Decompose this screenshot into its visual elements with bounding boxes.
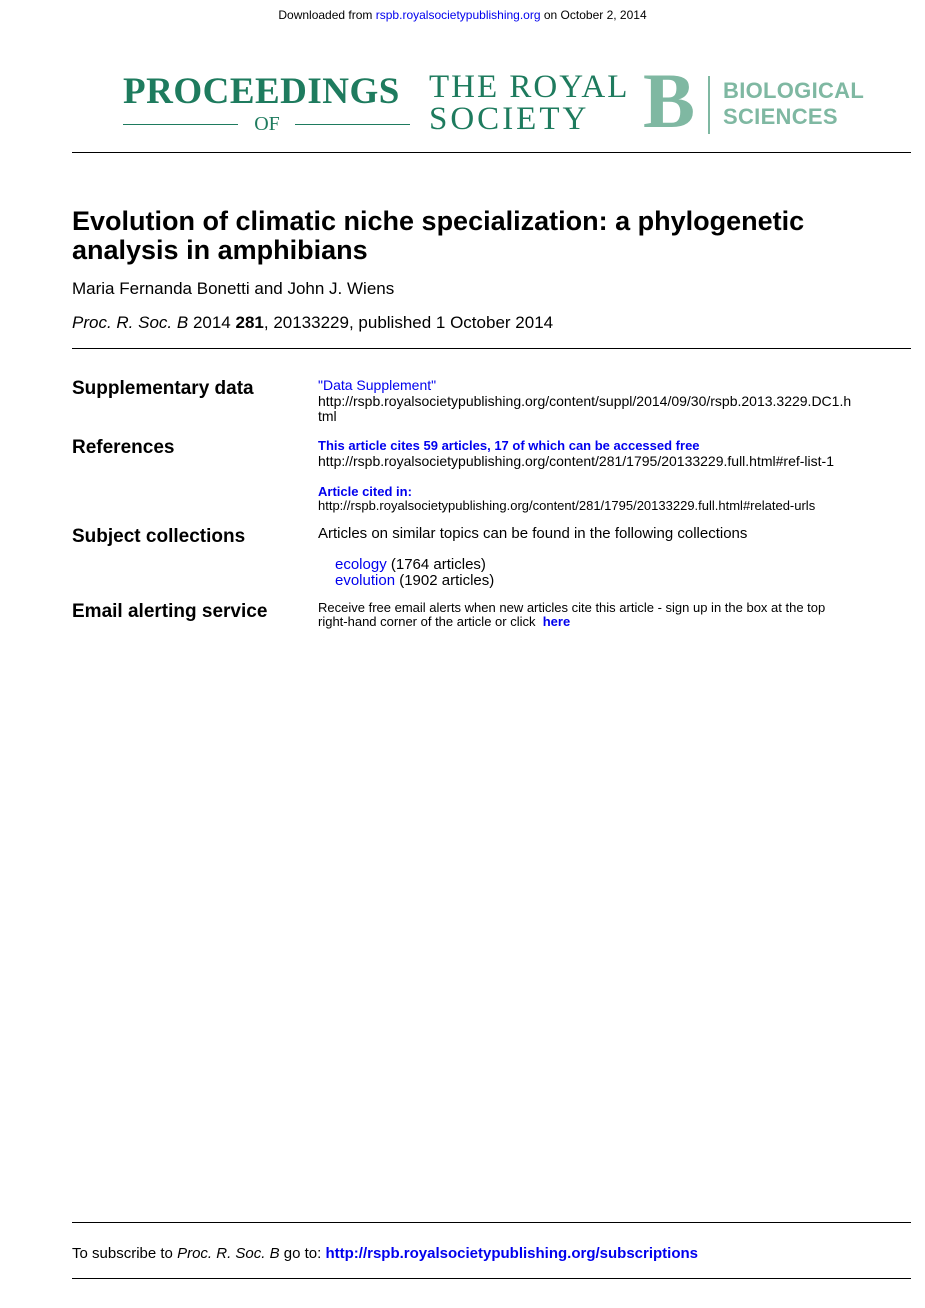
subscribe-journal: Proc. R. Soc. B	[177, 1245, 280, 1262]
collection-item	[335, 557, 486, 573]
email-alert-text: Receive free email alerts when new articles cite this article - sign up in the box at the top	[318, 600, 826, 615]
email-alerting-content	[318, 601, 825, 629]
references-url[interactable]: http://rspb.royalsocietypublishing.org/content/281/1795/20133229.full.html#ref-list-1	[318, 452, 834, 469]
citation-year: 2014	[192, 313, 231, 332]
article-citation	[72, 313, 553, 333]
download-notice	[0, 8, 925, 22]
subject-collections-heading: Subject collections	[72, 526, 246, 547]
header-divider	[72, 152, 911, 153]
cited-in-url[interactable]: http://rspb.royalsocietypublishing.org/content/281/1795/20133229.full.html#related-urls	[318, 498, 816, 513]
references-cites-link[interactable]: This article cites 59 articles, 17 of which can be accessed free	[318, 438, 700, 453]
collection-evolution-count: (1902 articles)	[399, 572, 495, 589]
data-supplement-link[interactable]: "Data Supplement"	[318, 377, 437, 393]
masthead-society: SOCIETY	[429, 101, 590, 137]
collection-item	[335, 573, 494, 589]
references-heading: References	[72, 437, 175, 458]
footer-divider-top	[72, 1222, 911, 1223]
masthead-sciences: SCIENCES	[723, 104, 838, 129]
citation-journal: Proc. R. Soc. B	[72, 313, 189, 332]
article-authors: Maria Fernanda Bonetti and John J. Wiens	[72, 279, 395, 298]
references-content	[318, 438, 834, 469]
masthead-separator	[708, 76, 710, 134]
masthead-the-royal: THE ROYAL	[429, 69, 630, 105]
citation-rest: , 20133229, published 1 October 2014	[263, 313, 554, 332]
masthead-of-rule-right	[295, 124, 410, 125]
cited-in-content	[318, 485, 815, 513]
cited-in-link[interactable]: Article cited in:	[318, 484, 412, 499]
collection-ecology-link[interactable]: ecology	[335, 556, 387, 573]
supplementary-url-cont[interactable]: tml	[318, 408, 337, 424]
masthead-proceedings: PROCEEDINGS	[123, 71, 400, 112]
masthead-biological-sciences	[723, 78, 864, 130]
subscribe-prefix: To subscribe to	[72, 1245, 173, 1262]
masthead-of-row	[123, 114, 410, 134]
download-source-link[interactable]: rspb.royalsocietypublishing.org	[375, 8, 541, 22]
supplementary-content	[318, 378, 851, 425]
masthead-of-rule-left	[123, 124, 238, 125]
email-alerting-heading: Email alerting service	[72, 601, 268, 622]
download-notice-prefix: Downloaded from	[278, 8, 373, 22]
collection-ecology-count: (1764 articles)	[390, 556, 486, 573]
subject-collections-intro: Articles on similar topics can be found in the following collections	[318, 525, 748, 542]
masthead-of: OF	[254, 113, 280, 135]
subscribe-link[interactable]: http://rspb.royalsocietypublishing.org/subscriptions	[325, 1245, 699, 1262]
article-title: Evolution of climatic niche specialization: a phylogenetic analysis in amphibians	[72, 206, 805, 265]
email-alert-here-link[interactable]: here	[542, 614, 571, 629]
masthead-b-letter: B	[643, 57, 696, 144]
masthead-biological: BIOLOGICAL	[723, 78, 865, 103]
collection-evolution-link[interactable]: evolution	[335, 572, 396, 589]
footer-divider-bottom	[72, 1278, 911, 1279]
subscribe-middle: go to:	[283, 1245, 322, 1262]
email-alert-text-2: right-hand corner of the article or click	[318, 614, 536, 629]
download-notice-date: on October 2, 2014	[543, 8, 647, 22]
citation-divider	[72, 348, 911, 349]
supplementary-url[interactable]: http://rspb.royalsocietypublishing.org/content/suppl/2014/09/30/rspb.2013.3229.DC1.h	[318, 392, 852, 409]
citation-volume: 281	[235, 313, 264, 332]
supplementary-heading: Supplementary data	[72, 378, 254, 399]
subscribe-line	[72, 1245, 698, 1262]
journal-masthead-logo	[123, 57, 865, 144]
